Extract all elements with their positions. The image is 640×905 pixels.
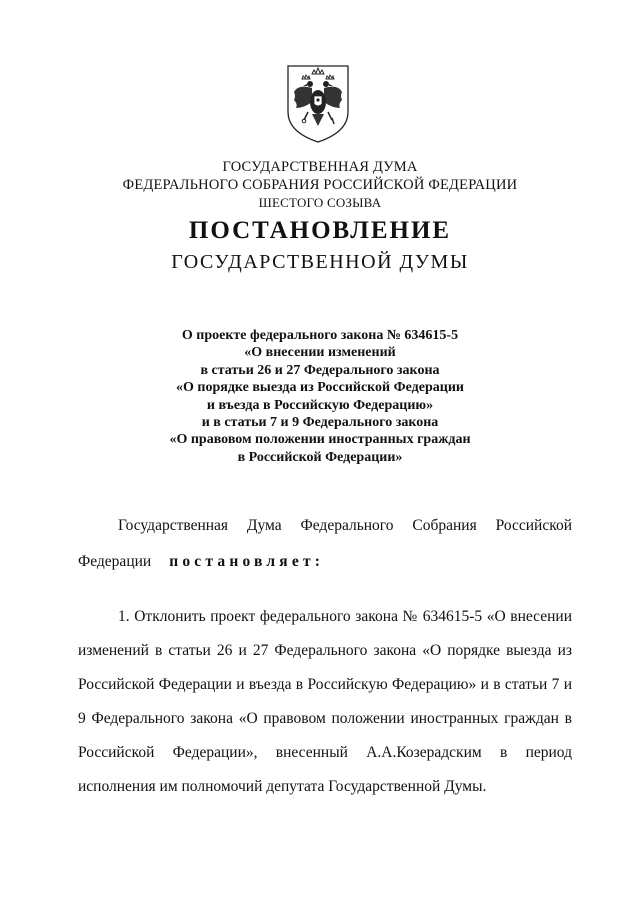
org-line-convocation: ШЕСТОГО СОЗЫВА — [258, 195, 382, 210]
item-line: исполнения им полномочий депутата Государственной Думы. — [78, 778, 487, 795]
subject-line: и в статьи 7 и 9 Федерального закона — [201, 415, 439, 431]
item-line: Российской Федерации», внесенный А.А.Козерадским в период — [78, 744, 572, 761]
item-line: изменений в статьи 26 и 27 Федерального закона «О порядке выезда из — [78, 642, 572, 659]
subject-line: в Российской Федерации» — [237, 449, 403, 465]
subject-line: и въезда в Российскую Федерацию» — [206, 397, 434, 413]
subject-line: О проекте федерального закона № 634615-5 — [181, 328, 459, 343]
subject-line: «О правовом положении иностранных граждан — [169, 432, 471, 448]
subject-line: «О внесении изменений — [244, 345, 396, 361]
item-line: 1. Отклонить проект федерального закона № 634615-5 «О внесении — [118, 608, 572, 625]
decree-word: постановляет: — [169, 553, 325, 570]
org-line-federal-assembly: ФЕДЕРАЛЬНОГО СОБРАНИЯ РОССИЙСКОЙ ФЕДЕРАЦИИ — [122, 177, 518, 193]
subject-line: «О порядке выезда из Российской Федерации — [176, 380, 464, 396]
item-1-body — [78, 642, 572, 796]
preamble-line: Федерации — [78, 553, 152, 570]
subject-line: в статьи 26 и 27 Федерального закона — [200, 362, 440, 378]
item-line: Российской Федерации и въезда в Российскую Федерацию» и в статьи 7 и — [78, 676, 572, 693]
document-subtitle: ГОСУДАРСТВЕННОЙ ДУМЫ — [171, 251, 469, 273]
preamble-paragraph — [118, 517, 572, 535]
preamble-line: Государственная Дума Федерального Собрания Российской — [118, 517, 572, 534]
russian-coat-of-arms-icon — [282, 62, 354, 146]
item-line: 9 Федерального закона «О правовом положении иностранных граждан в — [78, 710, 572, 727]
org-line-state-duma: ГОСУДАРСТВЕННАЯ ДУМА — [222, 159, 418, 175]
item-1-first-line — [118, 608, 572, 626]
document-title: ПОСТАНОВЛЕНИЕ — [188, 217, 452, 244]
coat-of-arms-emblem — [282, 62, 354, 146]
resolution-subject — [0, 327, 640, 466]
preamble-decree — [78, 553, 572, 571]
